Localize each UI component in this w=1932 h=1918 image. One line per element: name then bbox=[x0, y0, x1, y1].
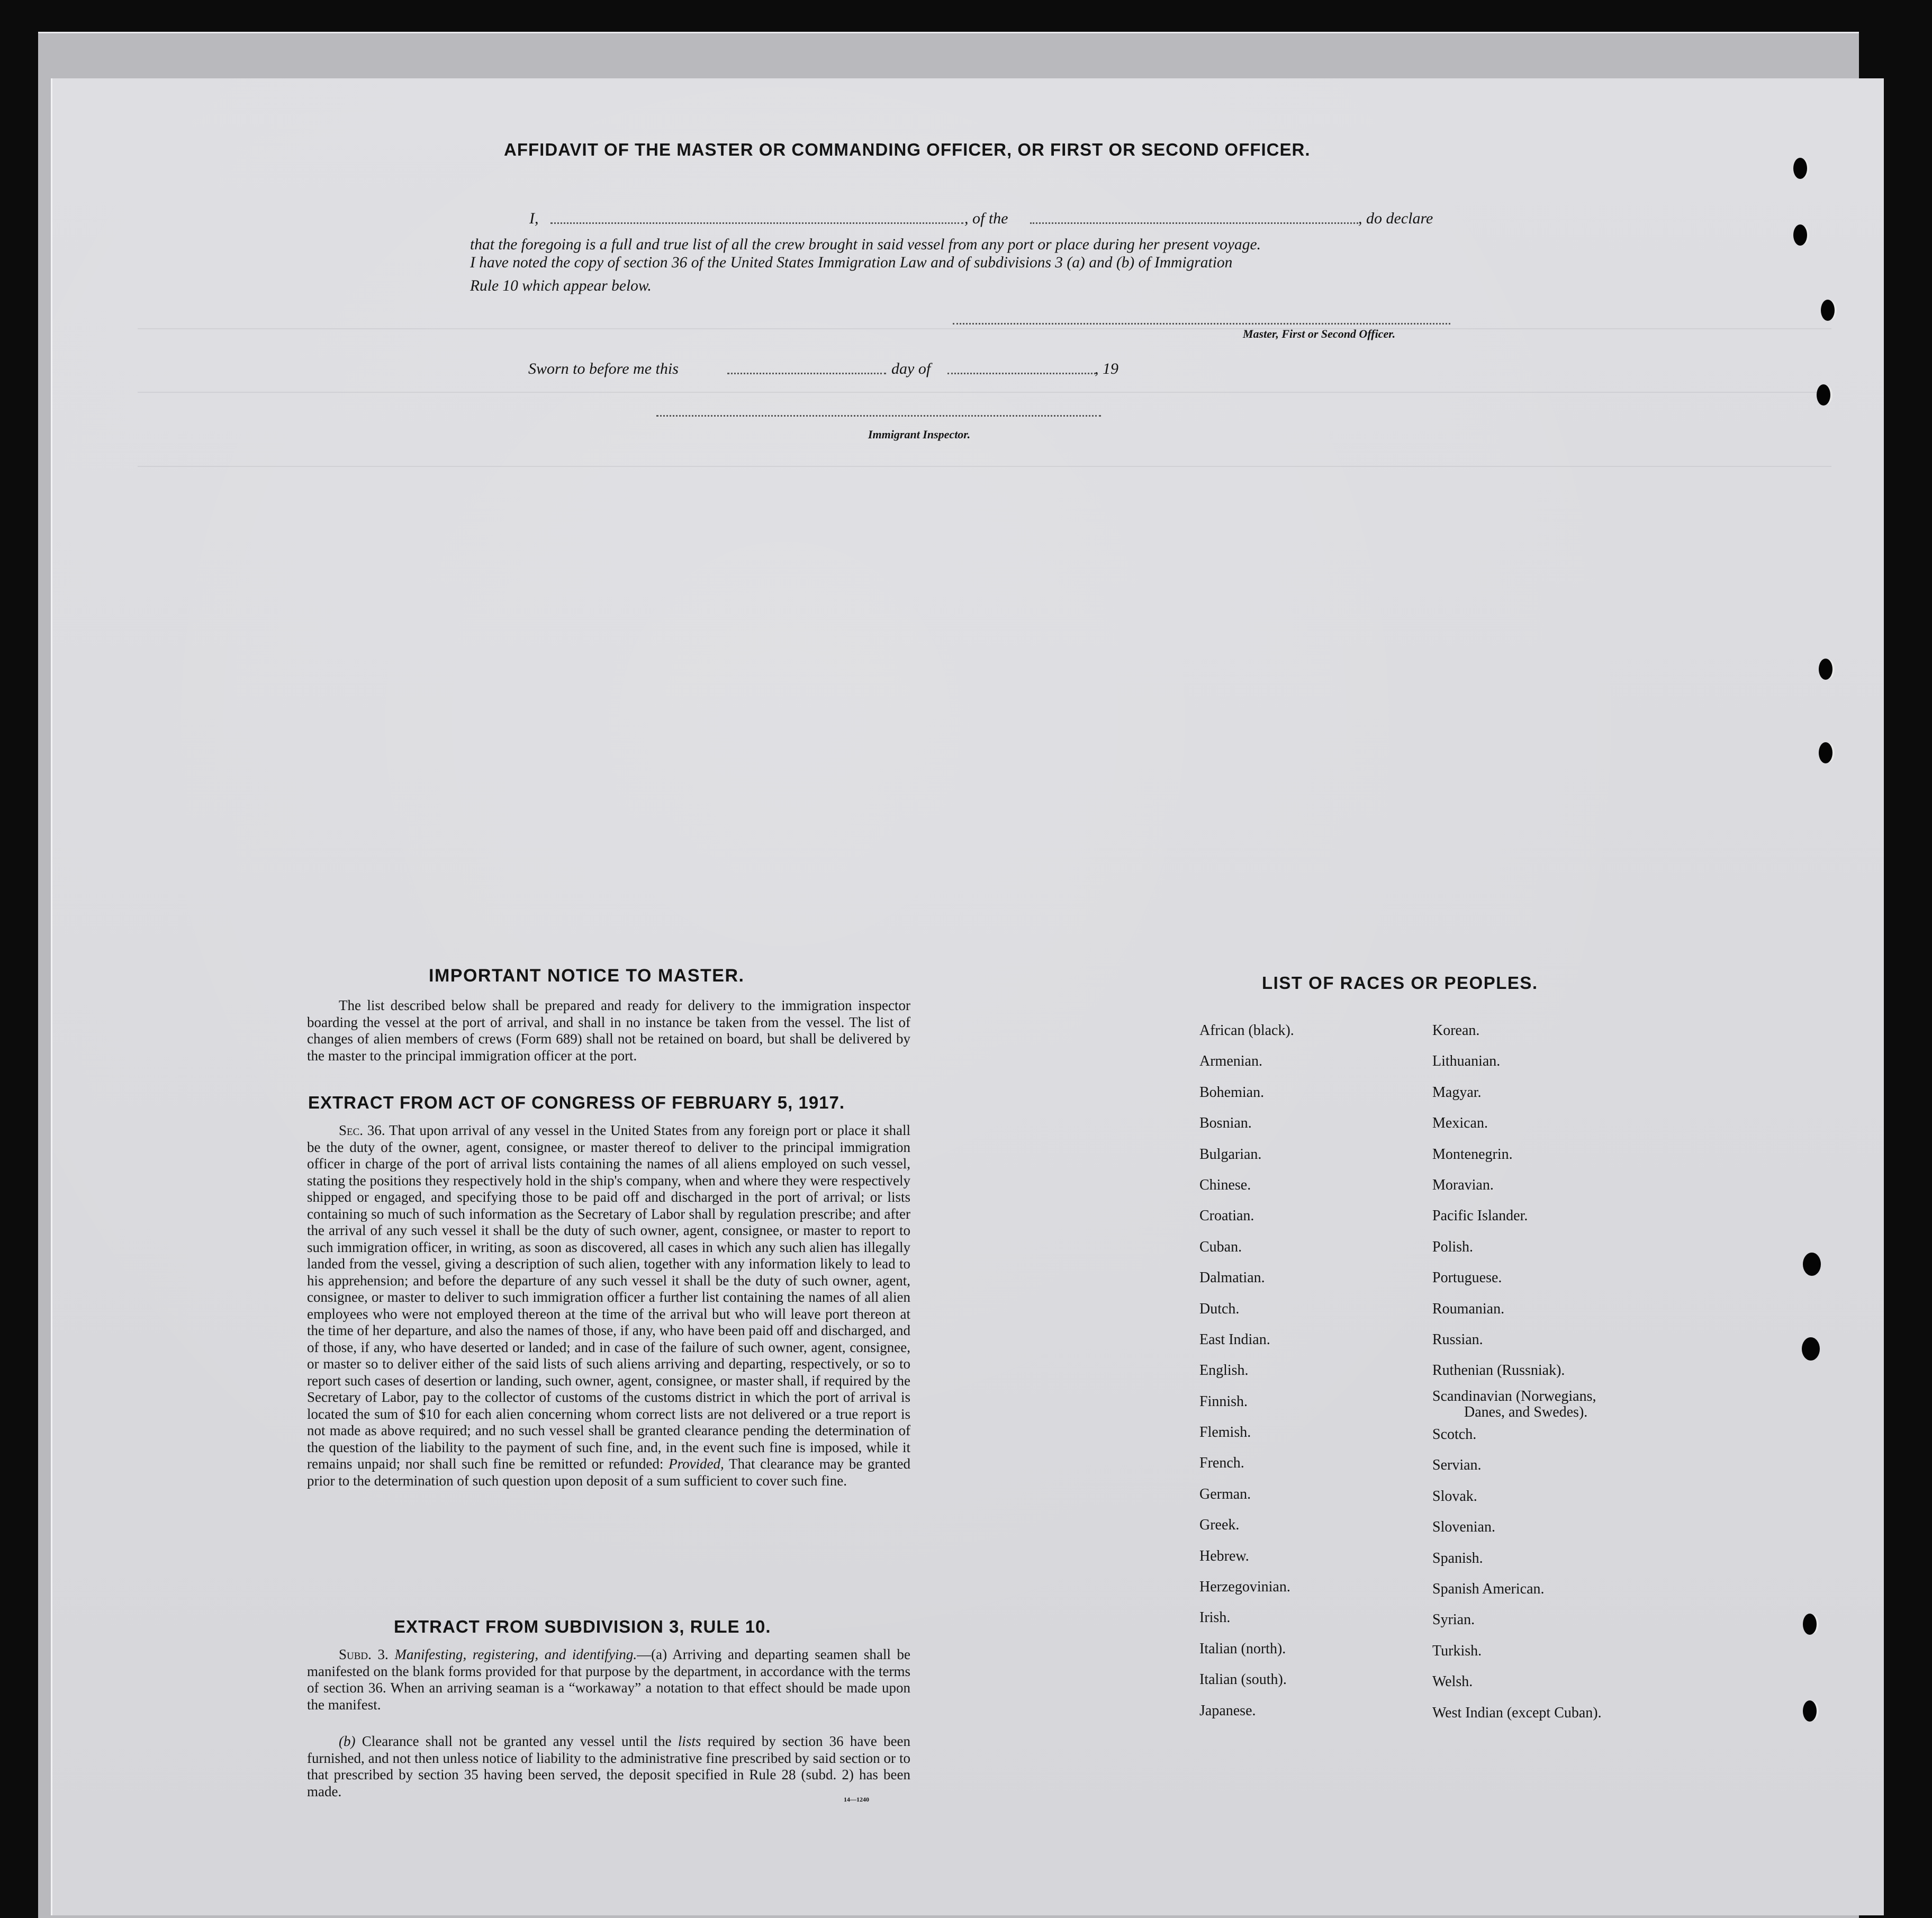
year-text: , 19 bbox=[1095, 360, 1118, 377]
race-item: Bohemian. bbox=[1199, 1084, 1265, 1101]
race-item: French. bbox=[1199, 1455, 1244, 1472]
race-item: Russian. bbox=[1432, 1331, 1483, 1348]
affidavit-line-2: I have noted the copy of section 36 of the United States Immigration Law and of subdivisions 3 (a) and (b) of Immigration bbox=[470, 254, 1233, 271]
inspector-signature-line bbox=[656, 415, 1101, 417]
race-item: Bosnian. bbox=[1199, 1115, 1252, 1132]
race-item: West Indian (except Cuban). bbox=[1432, 1704, 1602, 1721]
race-item: Croatian. bbox=[1199, 1208, 1254, 1224]
race-item: Servian. bbox=[1432, 1457, 1482, 1474]
bleed-through-rule bbox=[138, 466, 1831, 467]
sworn-day-blank bbox=[727, 373, 886, 374]
act-body-end: That clearance may be granted prior to the determination of such question upon deposit of a sum sufficient to cover such fine. bbox=[307, 1456, 911, 1489]
race-item: Welsh. bbox=[1432, 1673, 1473, 1690]
race-item: Ruthenian (Russniak). bbox=[1432, 1362, 1565, 1379]
affidavit-title: AFFIDAVIT OF THE MASTER OR COMMANDING OFFICER, OR FIRST OR SECOND OFFICER. bbox=[504, 140, 1311, 159]
race-item: Spanish. bbox=[1432, 1550, 1483, 1566]
race-item: Magyar. bbox=[1432, 1084, 1482, 1101]
race-item-continuation: Danes, and Swedes). bbox=[1464, 1403, 1588, 1420]
races-right-column bbox=[1432, 1015, 1602, 1728]
race-item: African (black). bbox=[1199, 1022, 1294, 1039]
rule-subd-label: Subd. 3. bbox=[339, 1646, 389, 1662]
notice-body bbox=[307, 997, 910, 1064]
day-of-text: day of bbox=[891, 360, 931, 377]
race-item: Slovak. bbox=[1432, 1488, 1477, 1505]
affidavit-i: I, bbox=[529, 210, 539, 227]
punch-hole bbox=[1793, 158, 1807, 179]
bleed-through-rule bbox=[138, 328, 1831, 329]
act-provided: Provided, bbox=[669, 1456, 724, 1472]
race-item: Mexican. bbox=[1432, 1115, 1488, 1132]
form-number: 14—1240 bbox=[844, 1796, 869, 1803]
rule-title: EXTRACT FROM SUBDIVISION 3, RULE 10. bbox=[394, 1617, 771, 1636]
race-item: Flemish. bbox=[1199, 1424, 1251, 1441]
races-left-column bbox=[1199, 1015, 1294, 1726]
race-item: Pacific Islander. bbox=[1432, 1208, 1528, 1224]
race-item: Dutch. bbox=[1199, 1300, 1240, 1317]
name-blank bbox=[550, 222, 963, 224]
notice-title: IMPORTANT NOTICE TO MASTER. bbox=[429, 966, 745, 986]
punch-hole bbox=[1803, 1700, 1817, 1722]
race-item: English. bbox=[1199, 1362, 1249, 1379]
race-item: Polish. bbox=[1432, 1238, 1474, 1255]
race-item: Armenian. bbox=[1199, 1053, 1262, 1070]
rule-subd-b-label: (b) bbox=[339, 1733, 356, 1749]
race-item: Herzegovinian. bbox=[1199, 1579, 1290, 1596]
race-item: Dalmatian. bbox=[1199, 1269, 1265, 1286]
punch-hole bbox=[1793, 224, 1807, 246]
race-item: East Indian. bbox=[1199, 1331, 1270, 1348]
race-item: Irish. bbox=[1199, 1609, 1231, 1626]
race-item: Syrian. bbox=[1432, 1611, 1475, 1628]
affidavit-of-the: , of the bbox=[964, 210, 1008, 227]
punch-hole bbox=[1819, 742, 1832, 763]
affidavit-do-declare: , do declare bbox=[1358, 210, 1433, 227]
race-item: Japanese. bbox=[1199, 1702, 1256, 1719]
race-item: Korean. bbox=[1432, 1022, 1480, 1039]
act-body-text: That upon arrival of any vessel in the United States from any foreign port or place it shall be the duty of the owner, agent, consignee, or master thereof to deliver to the principal immigration officer in charge of the port of arrival lists containing the names of all aliens employed on such vessel, stating the positions they respectively hold in the ship's company, when and where they were respectively shipped or engaged, and specifying those to be paid off and discharged in the port of arrival; or lists containing so much of such information as the Secretary of Labor shall by regulation prescribe; and after the arrival of any such vessel it shall be the duty of such owner, agent, consignee, or master to report to such immigration officer, in writing, as soon as discovered, all cases in which any such alien has illegally landed from the vessel, giving a description of such alien, together with any information likely to lead to his apprehension; and before the departure of any such vessel it shall be the duty of such owner, agent, consignee, or master to deliver to such immigration officer a further list containing the names of all alien employees who were not employed thereon at the time of the arrival but who will leave port thereon at the time of her departure, and also the names of those, if any, who have been paid off and discharged, and of those, if any, who have deserted or landed; and in case of the failure of such owner, agent, consignee, or master so to deliver either of the said lists of such aliens arriving and departing, respectively, or so to report such cases of desertion or landing, such owner, agent, consignee, or master shall, if required by the Secretary of Labor, pay to the collector of customs of the customs district in which the port of arrival is located the sum of $10 for each alien concerning whom correct lists are not delivered or a true report is not made as above required; and no such vessel shall be granted clearance pending the determination of the question of the liability to the payment of such fine, and, in the event such fine is imposed, while it remains unpaid; nor shall such fine be remitted or refunded: bbox=[307, 1122, 910, 1472]
act-body bbox=[307, 1122, 910, 1489]
rule-subd-b-post: required by section 36 have been furnished, and not then unless notice of liability to the administrative fine prescribed by said section or to that prescribed by section 35 having been served, the deposit specified in Rule 28 (subd. 2) has been made. bbox=[307, 1733, 911, 1799]
rule-subd-heading: Manifesting, registering, and identifying. bbox=[394, 1646, 637, 1662]
race-item: Finnish. bbox=[1199, 1393, 1248, 1410]
race-item: Italian (north). bbox=[1199, 1640, 1286, 1657]
race-item: Cuban. bbox=[1199, 1238, 1242, 1255]
affidavit-line-3: Rule 10 which appear below. bbox=[470, 277, 652, 294]
punch-hole bbox=[1821, 300, 1835, 321]
bleed-through-heading bbox=[318, 159, 1694, 191]
race-item: Greek. bbox=[1199, 1517, 1240, 1534]
punch-hole bbox=[1819, 659, 1832, 680]
punch-hole bbox=[1803, 1253, 1821, 1276]
race-item: Roumanian. bbox=[1432, 1300, 1505, 1317]
vessel-blank bbox=[1030, 222, 1358, 224]
rule-subd-b-lists: lists bbox=[678, 1733, 701, 1749]
act-sec-label: Sec. 36. bbox=[339, 1122, 385, 1138]
rule-subd-b-pre: Clearance shall not be granted any vessel until the bbox=[362, 1733, 672, 1749]
rule-subd-b bbox=[307, 1733, 910, 1800]
affidavit-line-1: that the foregoing is a full and true list of all the crew brought in said vessel from any port or place during her present voyage. bbox=[470, 236, 1261, 253]
master-signature-line bbox=[953, 323, 1450, 325]
race-item: Scotch. bbox=[1432, 1426, 1477, 1443]
punch-hole bbox=[1802, 1337, 1820, 1361]
bleed-through-rule bbox=[138, 392, 1831, 393]
rule-subd-a-text: —(a) Arriving and departing seamen shall be manifested on the blank forms provided for that purpose by the department, in accordance with the terms of section 36. When an arriving seaman is a “workaway” a notation to that effect should be made upon the manifest. bbox=[307, 1646, 910, 1713]
inspector-caption: Immigrant Inspector. bbox=[868, 428, 971, 441]
race-item: Moravian. bbox=[1432, 1176, 1494, 1193]
race-item: Montenegrin. bbox=[1432, 1146, 1513, 1163]
sworn-month-blank bbox=[947, 373, 1096, 374]
act-title: EXTRACT FROM ACT OF CONGRESS OF FEBRUARY 5, 1917. bbox=[308, 1093, 845, 1112]
punch-hole bbox=[1803, 1614, 1817, 1635]
race-item: German. bbox=[1199, 1485, 1251, 1502]
race-item: Spanish American. bbox=[1432, 1581, 1545, 1598]
sworn-text: Sworn to before me this bbox=[528, 360, 679, 377]
master-signature-caption: Master, First or Second Officer. bbox=[1243, 327, 1396, 340]
race-item-text: Scandinavian (Norwegians, bbox=[1432, 1388, 1596, 1404]
punch-hole bbox=[1817, 384, 1830, 406]
rule-subd-a bbox=[307, 1646, 910, 1713]
race-item: Chinese. bbox=[1199, 1176, 1251, 1193]
race-item: Turkish. bbox=[1432, 1642, 1482, 1659]
notice-body-text: The list described below shall be prepared and ready for delivery to the immigration inspector boarding the vessel at the port of arrival, and shall in no instance be taken from the vessel. The list of changes of alien members of crews (Form 689) shall not be retained on board, but shall be delivered by the master to the principal immigration officer at the port. bbox=[307, 997, 910, 1064]
document-page bbox=[51, 78, 1884, 1915]
race-item: Lithuanian. bbox=[1432, 1053, 1501, 1070]
race-item: Hebrew. bbox=[1199, 1547, 1249, 1564]
race-item: Portuguese. bbox=[1432, 1269, 1502, 1286]
races-title: LIST OF RACES OR PEOPLES. bbox=[1262, 973, 1538, 993]
race-item: Bulgarian. bbox=[1199, 1146, 1262, 1163]
race-item: Slovenian. bbox=[1432, 1519, 1495, 1536]
race-item: Italian (south). bbox=[1199, 1671, 1287, 1688]
race-item bbox=[1432, 1386, 1602, 1419]
